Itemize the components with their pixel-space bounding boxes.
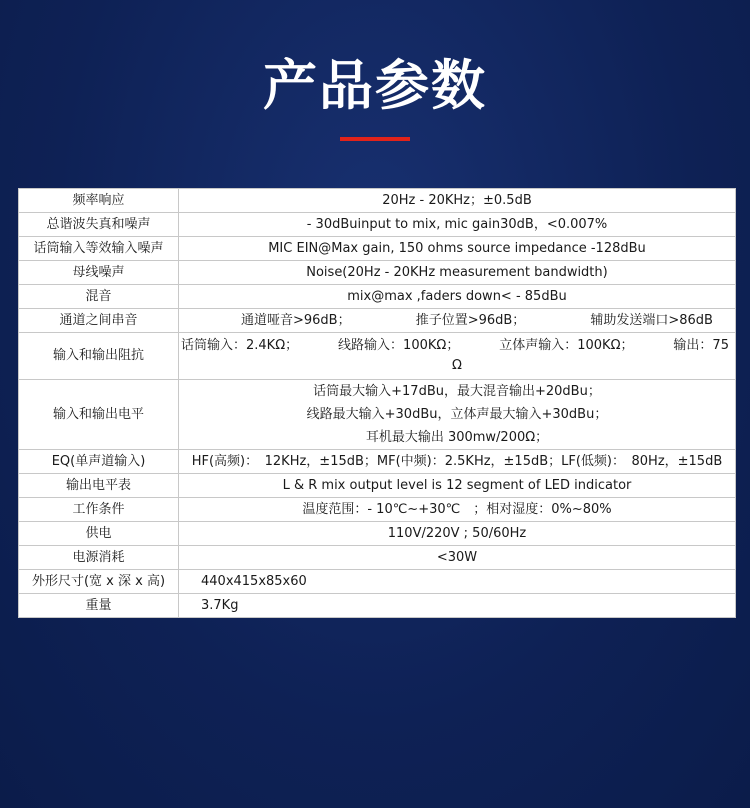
page-title: 产品参数 — [263, 54, 487, 117]
spec-label-consumption: 电源消耗 — [19, 546, 179, 570]
table-row — [19, 546, 736, 570]
spec-value-impedance — [179, 333, 736, 380]
impedance-output: 输出：75 — [673, 338, 729, 353]
table-row — [19, 285, 736, 309]
spec-value-levels — [179, 380, 736, 450]
table-row — [19, 570, 736, 594]
impedance-mic: 话筒输入：2.4KΩ； — [181, 338, 299, 353]
spec-value-eq: HF(高频)： 12KHz，±15dB；MF(中频)：2.5KHz，±15dB；LF(低频)： 80Hz，±15dB — [179, 450, 736, 474]
table-row — [19, 333, 736, 380]
spec-table — [18, 188, 736, 618]
table-row — [19, 213, 736, 237]
spec-label-bus-noise: 母线噪声 — [19, 261, 179, 285]
spec-label-eq: EQ(单声道输入) — [19, 450, 179, 474]
spec-label-impedance: 输入和输出阻抗 — [19, 333, 179, 380]
spec-value-weight: 3.7Kg — [179, 594, 736, 618]
table-row — [19, 261, 736, 285]
table-row — [19, 522, 736, 546]
spec-value-meter: L & R mix output level is 12 segment of LED indicator — [179, 474, 736, 498]
table-row — [19, 594, 736, 618]
spec-value-power: 110V/220V ; 50/60Hz — [179, 522, 736, 546]
levels-line-headphone: 耳机最大输出 300mw/200Ω； — [365, 430, 549, 445]
levels-line-line: 线路最大输入+30dBu，立体声最大输入+30dBu； — [306, 407, 608, 422]
spec-label-mic-ein: 话筒输入等效输入噪声 — [19, 237, 179, 261]
title-underline — [340, 137, 410, 141]
spec-label-crosstalk: 通道之间串音 — [19, 309, 179, 333]
spec-value-thd: - 30dBuinput to mix, mic gain30dB，<0.007% — [179, 213, 736, 237]
spec-label-weight: 重量 — [19, 594, 179, 618]
levels-line-mic: 话筒最大输入+17dBu，最大混音输出+20dBu； — [313, 384, 601, 399]
crosstalk-fader: 推子位置>96dB； — [415, 312, 526, 328]
spec-label-power: 供电 — [19, 522, 179, 546]
table-row — [19, 237, 736, 261]
table-row — [19, 450, 736, 474]
spec-label-levels: 输入和输出电平 — [19, 380, 179, 450]
spec-label-mix: 混音 — [19, 285, 179, 309]
crosstalk-channel-mute: 通道哑音>96dB； — [241, 312, 351, 328]
table-row — [19, 309, 736, 333]
table-row — [19, 189, 736, 213]
spec-label-thd: 总谐波失真和噪声 — [19, 213, 179, 237]
crosstalk-aux-send: 辅助发送端口>86dB — [590, 312, 713, 328]
impedance-stereo: 立体声输入：100KΩ； — [499, 338, 634, 353]
spec-value-crosstalk — [179, 309, 736, 333]
spec-label-dimensions: 外形尺寸(宽 x 深 x 高) — [19, 570, 179, 594]
spec-value-mix: mix@max ,faders down< - 85dBu — [179, 285, 736, 309]
spec-label-meter: 输出电平表 — [19, 474, 179, 498]
table-row — [19, 380, 736, 450]
impedance-output-unit: Ω — [452, 358, 462, 373]
spec-value-mic-ein: MIC EIN@Max gain, 150 ohms source impedance -128dBu — [179, 237, 736, 261]
spec-value-bus-noise: Noise(20Hz - 20KHz measurement bandwidth) — [179, 261, 736, 285]
spec-label-freq: 频率响应 — [19, 189, 179, 213]
table-row — [19, 498, 736, 522]
spec-value-consumption: <30W — [179, 546, 736, 570]
spec-value-freq: 20Hz - 20KHz；±0.5dB — [179, 189, 736, 213]
spec-value-conditions: 温度范围：- 10℃~+30℃ ；相对湿度：0%~80% — [179, 498, 736, 522]
table-row — [19, 474, 736, 498]
spec-label-conditions: 工作条件 — [19, 498, 179, 522]
impedance-line: 线路输入：100KΩ； — [338, 338, 460, 353]
spec-value-dimensions: 440x415x85x60 — [179, 570, 736, 594]
